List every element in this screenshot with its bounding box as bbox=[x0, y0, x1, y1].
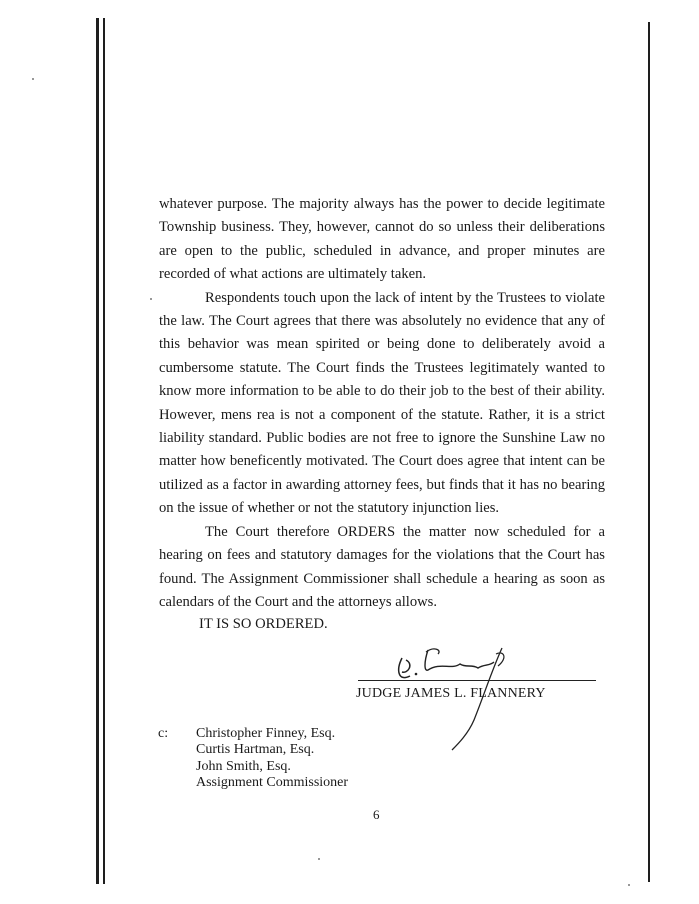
right-margin-bar bbox=[648, 22, 650, 882]
scan-speck bbox=[628, 884, 630, 886]
body-text bbox=[159, 193, 605, 614]
cc-recipient: John Smith, Esq. bbox=[196, 758, 291, 774]
cc-recipient: Christopher Finney, Esq. bbox=[196, 726, 336, 741]
paragraph-1: whatever purpose. The majority always has the power to decide legitimate Township business. They, however, cannot do so unless their deliberations are open to the public, scheduled in advance, and proper minutes are recorded of what actions are ultimately taken. bbox=[159, 196, 605, 283]
scan-speck bbox=[32, 78, 34, 80]
closing-statement: IT IS SO ORDERED. bbox=[199, 616, 328, 632]
cc-recipient: Assignment Commissioner bbox=[196, 774, 349, 790]
signature-line bbox=[358, 680, 596, 681]
paragraph-2: Respondents touch upon the lack of intent by the Trustees to violate the law. The Court agrees that there was absolutely no evidence that any of this behavior was mean spirited or being done to deliberately avoid a cumbersome statute. The Court finds the Trustees legitimately wanted to know more information to be able to do their job to the best of their ability. However, mens rea is not a component of the statute. Rather, it is a strict liability standard. Public bodies are not free to ignore the Sunshine Law no matter how beneficently motivated. The Court does agree that intent can be utilized as a factor in awarding attorney fees, but finds that it has no bearing on the issue of whether or not the statutory injunction lies. bbox=[159, 289, 605, 517]
signer-name: JUDGE JAMES L. FLANNERY bbox=[356, 686, 546, 701]
paragraph-3: The Court therefore ORDERS the matter now scheduled for a hearing on fees and statutory damages for the violations that the Court has found. The Assignment Commissioner shall schedule a hearing as soon as calendars of the Court and the attorneys allows. bbox=[159, 523, 605, 610]
cc-recipient: Curtis Hartman, Esq. bbox=[196, 742, 315, 758]
page-number: 6 bbox=[373, 807, 380, 822]
scan-speck bbox=[150, 298, 152, 300]
cc-recipient-list bbox=[196, 726, 348, 791]
scan-speck bbox=[318, 858, 320, 860]
left-margin-bar-inner bbox=[103, 18, 105, 884]
left-margin-bar-outer bbox=[96, 18, 99, 884]
cc-label: c: bbox=[158, 726, 169, 741]
